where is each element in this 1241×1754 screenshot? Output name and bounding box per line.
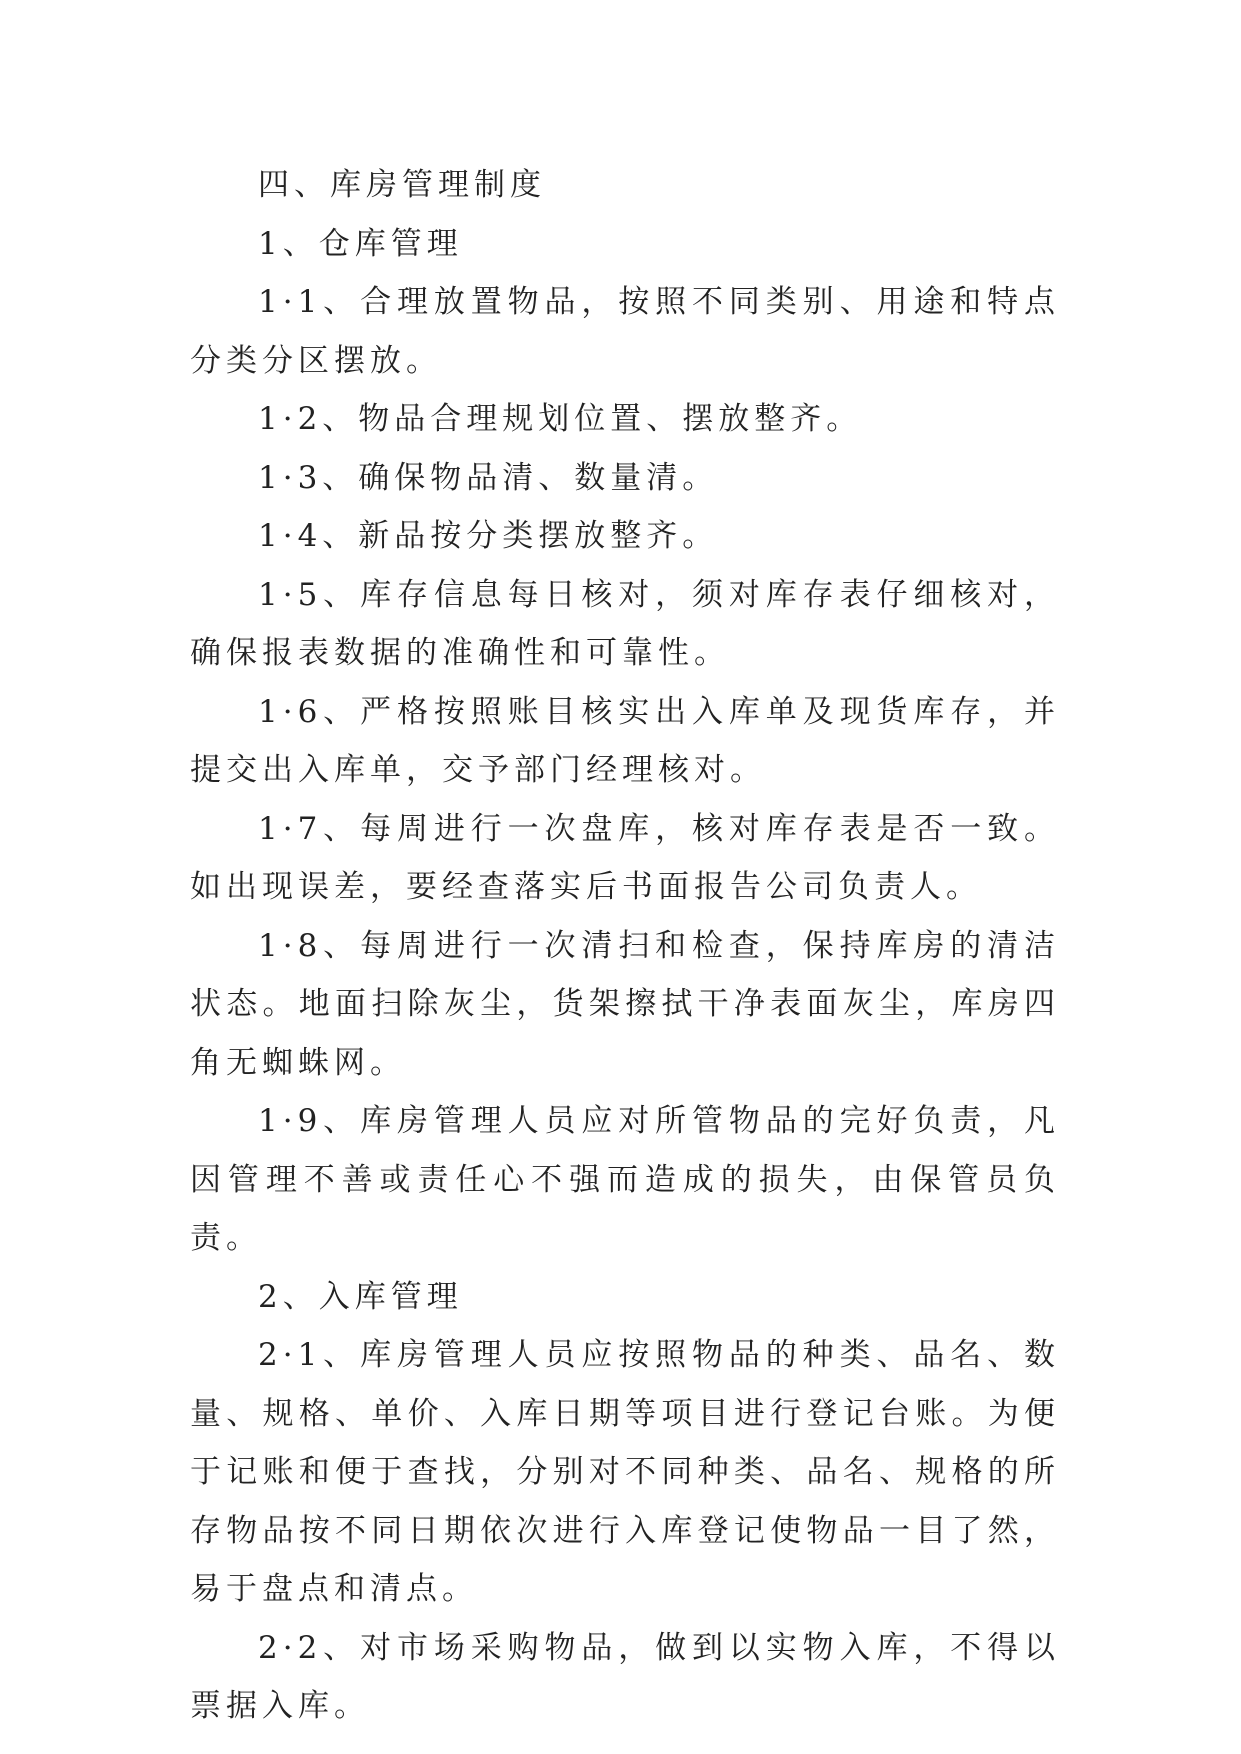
rule-2-2: 2·2、对市场采购物品，做到以实物入库，不得以票据入库。: [190, 1629, 1060, 1724]
rule-1-4: 1·4、新品按分类摆放整齐。: [258, 518, 719, 554]
rule-1-1: 1·1、合理放置物品，按照不同类别、用途和特点分类分区摆放。: [190, 284, 1060, 379]
subsection-heading-inbound-management: 2、入库管理: [258, 1278, 463, 1315]
rule-1-2: 1·2、物品合理规划位置、摆放整齐。: [258, 401, 863, 437]
rule-1-6: 1·6、严格按照账目核实出入库单及现货库存，并提交出入库单，交予部门经理核对。: [190, 693, 1060, 788]
rule-2-1: 2·1、库房管理人员应按照物品的种类、品名、数量、规格、单价、入库日期等项目进行登记台账。为便于记账和便于查找，分别对不同种类、品名、规格的所存物品按不同日期依次进行入库登记使物品一目了然，易于盘点和清点。: [190, 1337, 1060, 1607]
rule-1-8: 1·8、每周进行一次清扫和检查，保持库房的清洁状态。地面扫除灰尘，货架擦拭干净表面灰尘，库房四角无蜘蛛网。: [190, 927, 1060, 1081]
subsection-heading-storage-management: 1、仓库管理: [258, 225, 463, 262]
document-body: [190, 156, 1060, 1736]
rule-1-7: 1·7、每周进行一次盘库，核对库存表是否一致。如出现误差，要经查落实后书面报告公司负责人。: [190, 810, 1060, 905]
section-heading-warehouse-rules: 四、库房管理制度: [258, 167, 546, 203]
rule-1-9: 1·9、库房管理人员应对所管物品的完好负责，凡因管理不善或责任心不强而造成的损失，由保管员负责。: [190, 1103, 1060, 1256]
rule-1-3: 1·3、确保物品清、数量清。: [258, 459, 719, 496]
rule-1-5: 1·5、库存信息每日核对，须对库存表仔细核对，确保报表数据的准确性和可靠性。: [190, 576, 1060, 671]
